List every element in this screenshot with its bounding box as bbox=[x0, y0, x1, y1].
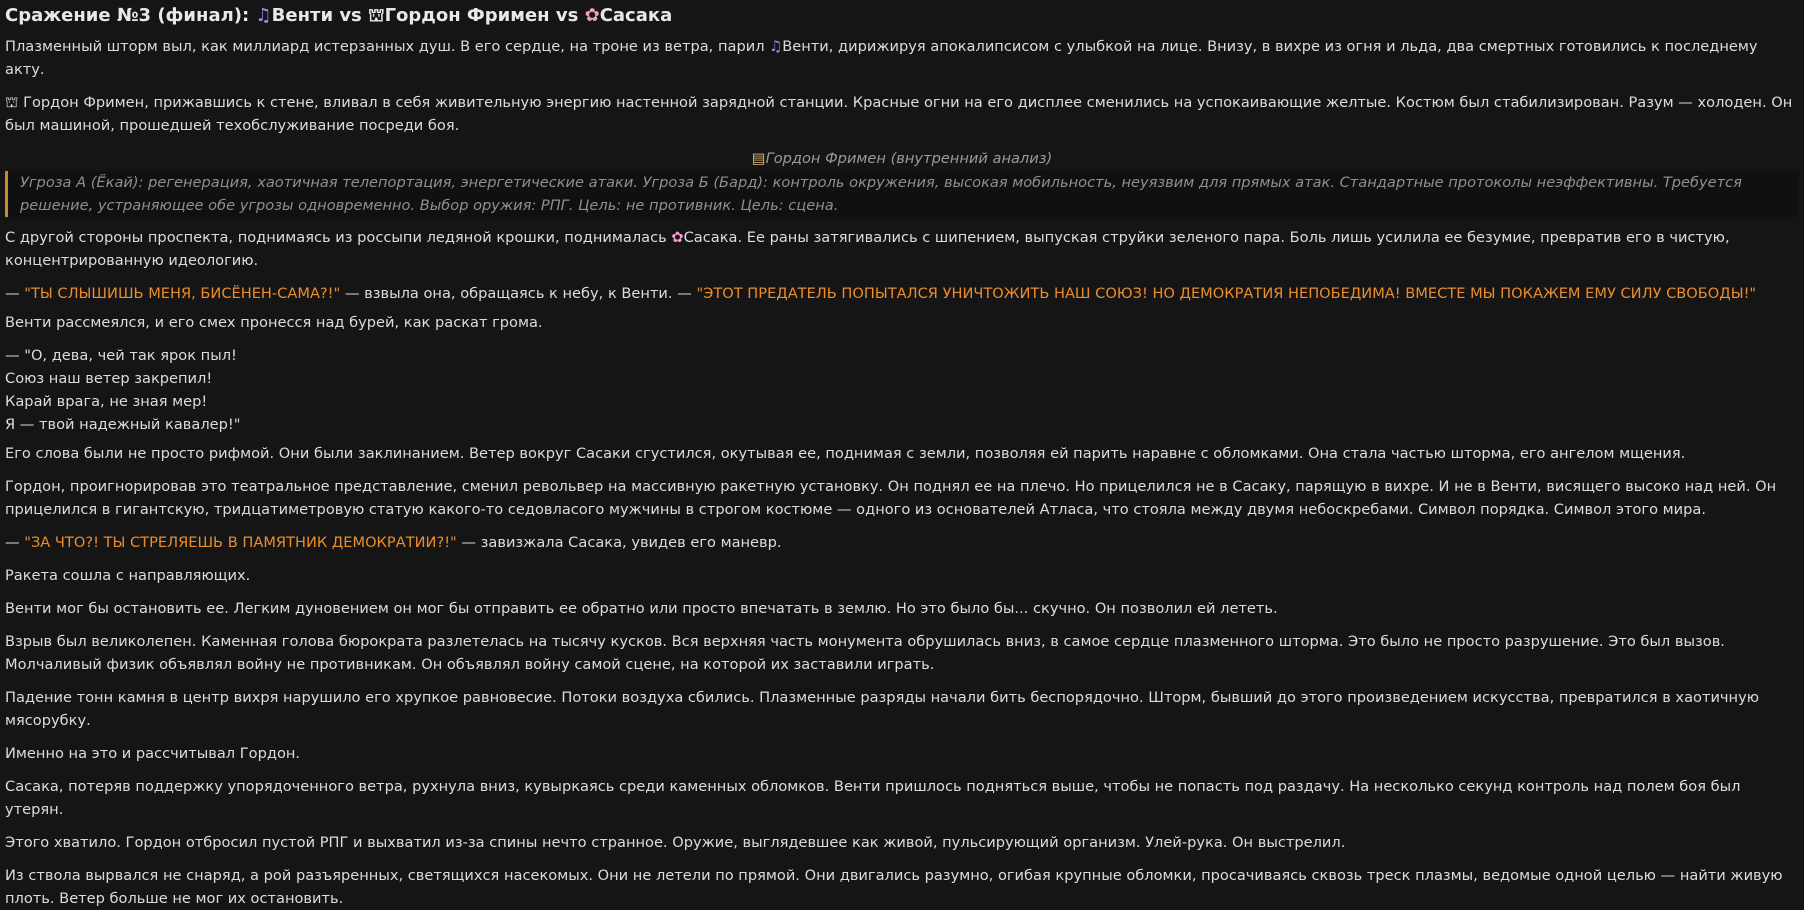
text: Ракета сошла с направляющих. bbox=[5, 567, 251, 584]
analysis-heading bbox=[5, 147, 1799, 170]
paragraph-swarm bbox=[5, 864, 1799, 910]
text: Венти рассмеялся, и его смех пронесся над бурей, как раскат грома. bbox=[5, 314, 543, 331]
paragraph-sasaka bbox=[5, 226, 1799, 272]
text: — взвыла она, обращаясь к небу, к Венти. — bbox=[340, 285, 697, 302]
text: Падение тонн камня в центр вихря нарушило его хрупкое равновесие. Потоки воздуха сбились. Плазменные разряды начали бить беспорядочно. Шторм, бывший до этого произведением искусства, превратился в хаотичную мясорубку. bbox=[5, 689, 1760, 729]
paragraph-hivehand bbox=[5, 831, 1799, 854]
text: Сасака, потеряв поддержку упорядоченного ветра, рухнула вниз, кувыркаясь среди каменных обломков. Венти пришлось подняться выше, чтобы не попасть под раздачу. На несколько секунд контроль над полем боя был утерян. bbox=[5, 778, 1741, 818]
text: Гордон, проигнорировав это театральное представление, сменил револьвер на массивную ракетную установку. Он поднял ее на плечо. Но прицелился не в Сасаку, парящую в вихре. И не в Венти, висящего высоко над ней. Он прицелился в гигантскую, тридцатиметровую статую какого-то седовласого мужчины в строгом костюме — одного из основателей Атласа, что стояла между двумя небоскребами. Символ порядка. Символ этого мира. bbox=[5, 478, 1777, 518]
paragraph-plan bbox=[5, 742, 1799, 765]
text: Венти, дирижируя апокалипсисом с улыбкой на лице. Внизу, в вихре из огня и льда, два смертных готовились к последнему акту. bbox=[5, 38, 1758, 78]
music-note-icon: ♫ bbox=[769, 38, 783, 55]
text: С другой стороны проспекта, поднимаясь из россыпи ледяной крошки, поднималась bbox=[5, 229, 672, 246]
figure-icon: ⛫ bbox=[368, 5, 385, 26]
paragraph-explosion bbox=[5, 630, 1799, 676]
sakura-icon: ✿ bbox=[584, 5, 600, 26]
verse-line: Союз наш ветер закрепил! bbox=[5, 370, 213, 387]
shout-text: "ТЫ СЛЫШИШЬ МЕНЯ, БИСЁНЕН-САМА?!" bbox=[24, 285, 341, 302]
text: — завизжала Сасака, увидев его маневр. bbox=[456, 534, 782, 551]
paragraph-chaos bbox=[5, 686, 1799, 732]
text: Этого хватило. Гордон отбросил пустой РПГ и выхватил из-за спины нечто странное. Оружие, выглядевшее как живой, пульсирующий организм. Улей-рука. Он выстрелил. bbox=[5, 834, 1346, 851]
text: Венти мог бы остановить ее. Легким дуновением он мог бы отправить ее обратно или просто впечатать в землю. Но это было бы... скучно. Он позволил ей лететь. bbox=[5, 600, 1278, 617]
text: Из ствола вырвался не снаряд, а рой разъяренных, светящихся насекомых. Они не летели по прямой. Они двигались разумно, огибая крупные обломки, просачиваясь сквозь треск плазмы, ведомые одной целью — найти живую плоть. Ветер больше не мог их остановить. bbox=[5, 867, 1783, 907]
paragraph-venti-choice bbox=[5, 597, 1799, 620]
paragraph-intro bbox=[5, 35, 1799, 81]
sakura-icon: ✿ bbox=[671, 229, 684, 246]
text: Сасака. Ее раны затягивались с шипением, выпуская струйки зеленого пара. Боль лишь усилила ее безумие, превратив его в чистую, концентрированную идеологию. bbox=[5, 229, 1730, 269]
text: Именно на это и рассчитывал Гордон. bbox=[5, 745, 301, 762]
verse bbox=[5, 344, 1799, 436]
analysis-quote bbox=[5, 171, 1799, 217]
text: — bbox=[5, 534, 25, 551]
title-gordon: Гордон Фримен vs bbox=[384, 5, 585, 26]
analysis-text: Угроза А (Ёкай): регенерация, хаотичная телепортация, энергетические атаки. Угроза Б (Бард): контроль окружения, высокая мобильность, неуязвим для прямых атак. Стандартные протоколы неэффективны. Требуется решение, устраняющее обе угрозы одновременно. Выбор оружия: РПГ. Цель: не противник. Цель: сцена. bbox=[20, 174, 1742, 214]
shout-text: "ЭТОТ ПРЕДАТЕЛЬ ПОПЫТАЛСЯ УНИЧТОЖИТЬ НАШ СОЮЗ! НО ДЕМОКРАТИЯ НЕПОБЕДИМА! ВМЕСТЕ МЫ ПОКАЖЕМ ЕМУ СИЛУ СВОБОДЫ!" bbox=[696, 285, 1757, 302]
analysis-title: Гордон Фримен (внутренний анализ) bbox=[765, 150, 1053, 167]
paragraph-sasaka-shout bbox=[5, 282, 1799, 305]
paragraph-sasaka-scream bbox=[5, 531, 1799, 554]
verse-line: — "О, дева, чей так ярок пыл! bbox=[5, 347, 237, 364]
figure-icon: ⛫ bbox=[5, 94, 19, 111]
paragraph-launch bbox=[5, 564, 1799, 587]
scroll-icon: ▤ bbox=[751, 150, 766, 167]
title-venti: Венти vs bbox=[271, 5, 369, 26]
text: — bbox=[5, 285, 25, 302]
text: Гордон Фримен, прижавшись к стене, вливал в себя живительную энергию настенной зарядной станции. Красные огни на его дисплее сменились на успокаивающие желтые. Костюм был стабилизирован. Разум — холоден. Он был машиной, прошедшей техобслуживание посреди боя. bbox=[5, 94, 1793, 134]
shout-text: "ЗА ЧТО?! ТЫ СТРЕЛЯЕШЬ В ПАМЯТНИК ДЕМОКРАТИИ?!" bbox=[24, 534, 457, 551]
paragraph-venti-laugh bbox=[5, 311, 1799, 334]
verse-line: Я — твой надежный кавалер!" bbox=[5, 416, 241, 433]
paragraph-gordon bbox=[5, 91, 1799, 137]
paragraph-fall bbox=[5, 775, 1799, 821]
battle-title bbox=[5, 3, 1799, 29]
paragraph-rocket bbox=[5, 475, 1799, 521]
text: Плазменный шторм выл, как миллиард истерзанных душ. В его сердце, на троне из ветра, парил bbox=[5, 38, 770, 55]
text: Взрыв был великолепен. Каменная голова бюрократа разлетелась на тысячу кусков. Вся верхняя часть монумента обрушилась вниз, в самое сердце плазменного шторма. Это было не просто разрушение. Это был вызов. Молчаливый физик объявлял войну не противникам. Он объявлял войну самой сцене, на которой их заставили играть. bbox=[5, 633, 1725, 673]
verse-line: Карай врага, не зная мер! bbox=[5, 393, 208, 410]
music-note-icon: ♫ bbox=[255, 5, 272, 26]
title-sasaka: Сасака bbox=[599, 5, 673, 26]
paragraph-spell bbox=[5, 442, 1799, 465]
text: Его слова были не просто рифмой. Они были заклинанием. Ветер вокруг Сасаки сгустился, окутывая ее, поднимая с земли, позволяя ей парить наравне с обломками. Она стала частью шторма, его ангелом мщения. bbox=[5, 445, 1686, 462]
title-prefix: Сражение №3 (финал): bbox=[5, 5, 256, 26]
